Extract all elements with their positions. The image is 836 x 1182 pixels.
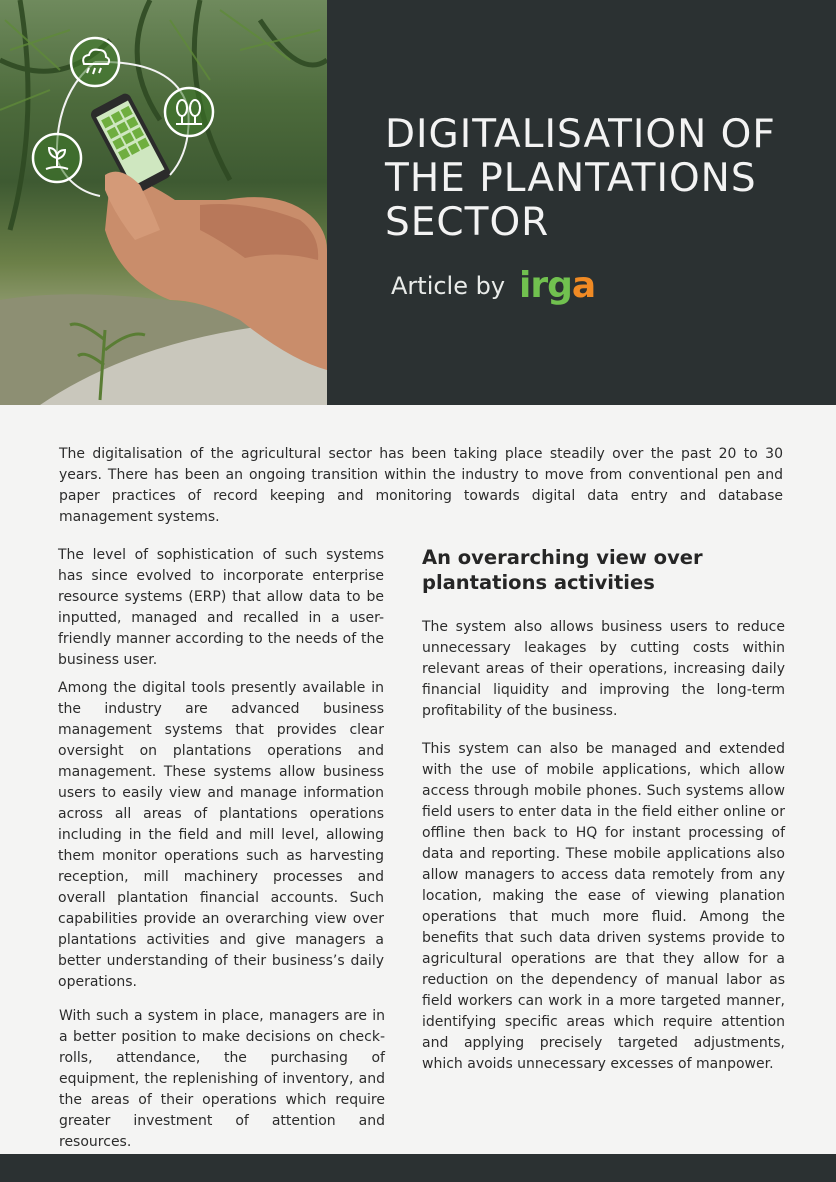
title-line-2: THE PLANTATIONS bbox=[385, 156, 757, 201]
rain-cloud-icon bbox=[69, 36, 121, 88]
left-paragraph-3: With such a system in place, managers are in a better position to make decisions on check-rolls, attendance, the purchasing of equipment, the replenishing of inventory, and the areas of their operations which require greater investment of attention and resources. bbox=[59, 1008, 385, 1150]
section-heading: An overarching view over plantations activities bbox=[422, 546, 703, 594]
left-paragraph-2: Among the digital tools presently available in the industry are advanced business management systems that provides clear oversight on plantations operations and management. These systems allow business users to easily view and manage information across all areas of plantations operations including in the field and mill level, allowing them monitor operations such as harvesting reception, mill machinery processes and overall plantation financial accounts. Such capabilities provide an overarching view over plantations activities and give managers a better understanding of their business’s daily operations. bbox=[58, 680, 384, 990]
right-paragraph-2: This system can also be managed and extended with the use of mobile applications, which allow access through mobile phones. Such systems allow field users to enter data in the field either online or offline then back to HQ for instant processing of data and reporting. These mobile applications also allow managers to access data remotely from any location, making the ease of viewing planation operations that much more fluid. Among the benefits that such data driven systems provide to agricultural operations are that they allow for a reduction on the dependency of manual labor as field workers can work in a more targeted manner, identifying specific areas which require attention and applying precisely targeted adjustments, which avoids unnecessary excesses of manpower. bbox=[422, 741, 785, 1072]
byline: Article by bbox=[391, 272, 506, 300]
intro-paragraph: The digitalisation of the agricultural sector has been taking place steadily over the past 20 to 30 years. There has been an ongoing transition within the industry to move from conventional pen and paper practices of record keeping and monitoring towards digital data entry and database management systems. bbox=[59, 446, 783, 525]
photo-illustration bbox=[0, 0, 327, 405]
seedling-icon bbox=[31, 132, 83, 184]
plantation-photo bbox=[0, 0, 327, 405]
trees-icon bbox=[163, 86, 215, 138]
left-paragraph-1: The level of sophistication of such systems has since evolved to incorporate enterprise resource systems (ERP) that allow data to be inputted, managed and recalled in a user-friendly manner according to the needs of the business user. bbox=[58, 547, 384, 668]
title-panel bbox=[327, 0, 836, 405]
title-line-3: SECTOR bbox=[385, 200, 550, 245]
right-paragraph-1: The system also allows business users to reduce unnecessary leakages by cutting costs within relevant areas of their operations, increasing daily financial liquidity and improving the long-term profitability of the business. bbox=[422, 619, 785, 719]
footer-bar bbox=[0, 1154, 836, 1182]
irga-logo: irga bbox=[519, 265, 596, 306]
title-line-1: DIGITALISATION OF bbox=[385, 112, 776, 157]
